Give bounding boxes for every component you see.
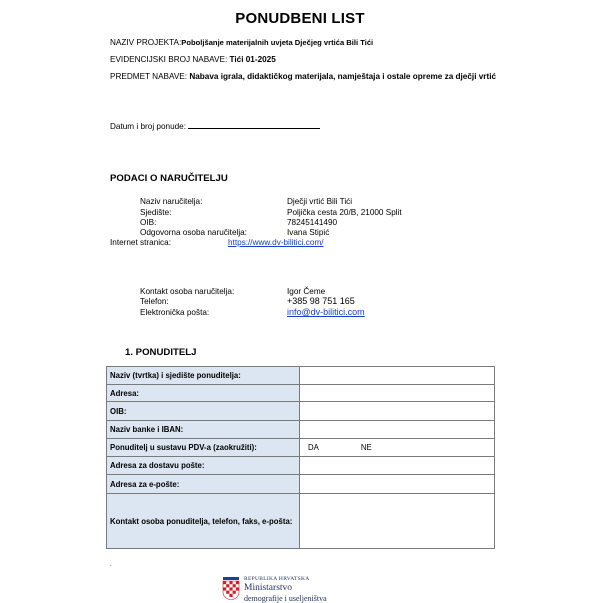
procurement-subject-value: Nabava igrala, didaktičkog materijala, namještaja i ostale opreme za dječji vrtić (189, 72, 497, 81)
bidder-oib-label: OIB: (107, 402, 300, 421)
bidder-vat-label: Ponuditelj u sustavu PDV-a (zaokružiti): (107, 439, 300, 457)
document-title: PONUDBENI LIST (235, 10, 365, 27)
bidder-name-label: Naziv (tvrtka) i sjedište ponuditelja: (107, 367, 300, 385)
table-row (107, 439, 495, 457)
client-website-link[interactable]: https://www.dv-bilitici.com/ (228, 238, 324, 247)
ministry-label: Ministarstvo (244, 583, 293, 593)
client-seat-value: Poljička cesta 20/B, 21000 Split (287, 208, 402, 217)
client-website-label: Internet stranica: (110, 238, 171, 247)
vat-no-option[interactable]: NE (360, 443, 372, 452)
contact-person-label: Kontakt osoba naručitelja: (140, 287, 235, 296)
stray-dot: . (110, 562, 112, 568)
bidder-email-label: Adresa za e-pošte: (107, 475, 300, 494)
procurement-subject-label: PREDMET NABAVE: (110, 72, 188, 81)
client-oib-value: 78245141490 (287, 218, 338, 227)
client-responsible-label: Odgovorna osoba naručitelja: (140, 228, 247, 237)
contact-email-link[interactable]: info@dv-bilitici.com (287, 307, 365, 317)
procurement-number-label: EVIDENCIJSKI BROJ NABAVE: (110, 55, 228, 64)
bidder-form-table (106, 366, 495, 549)
bidder-address-field[interactable] (300, 385, 495, 402)
bidder-bank-label: Naziv banke i IBAN: (107, 421, 300, 439)
republic-label: REPUBLIKA HRVATSKA (244, 576, 310, 582)
client-section-title: PODACI O NARUČITELJU (110, 173, 228, 184)
bidder-vat-field[interactable] (300, 439, 495, 457)
client-oib-label: OIB: (140, 218, 157, 227)
offer-date-label: Datum i broj ponude: (110, 122, 187, 131)
ministry-subtitle: demografije i useljeništva (244, 594, 327, 603)
bidder-section-heading: 1. PONUDITELJ (125, 347, 197, 358)
bidder-name-field[interactable] (300, 367, 495, 385)
client-name-label: Naziv naručitelja: (140, 197, 203, 206)
bidder-contact-field[interactable] (300, 494, 495, 549)
contact-person-value: Igor Čeme (287, 287, 326, 296)
bidder-bank-field[interactable] (300, 421, 495, 439)
contact-email-label: Elektronička pošta: (140, 308, 210, 317)
project-name-line (110, 38, 373, 47)
bidder-address-label: Adresa: (107, 385, 300, 402)
project-name-value: Poboljšanje materijalnih uvjeta Dječjeg vrtića Bili Tići (181, 38, 374, 47)
table-row (107, 402, 495, 421)
table-row (107, 475, 495, 494)
client-seat-label: Sjedište: (140, 208, 172, 217)
table-row (107, 421, 495, 439)
croatian-coat-of-arms-icon (222, 577, 240, 600)
bidder-contact-label: Kontakt osoba ponuditelja, telefon, faks, e-pošta: (107, 494, 300, 549)
client-responsible-value: Ivana Stipić (287, 228, 330, 237)
offer-date-blank[interactable] (188, 120, 320, 129)
bidder-email-field[interactable] (300, 475, 495, 494)
procurement-subject-line (110, 72, 496, 81)
offer-date-line (110, 120, 320, 131)
project-name-label: NAZIV PROJEKTA: (110, 38, 182, 47)
table-row (107, 385, 495, 402)
bidder-postal-field[interactable] (300, 457, 495, 475)
contact-phone-value: +385 98 751 165 (287, 296, 355, 306)
procurement-number-value: Tići 01-2025 (229, 55, 276, 64)
table-row (107, 494, 495, 549)
bidder-postal-label: Adresa za dostavu pošte: (107, 457, 300, 475)
bidder-oib-field[interactable] (300, 402, 495, 421)
table-row (107, 457, 495, 475)
vat-yes-option[interactable]: DA (308, 443, 319, 452)
table-row (107, 367, 495, 385)
client-name-value: Dječji vrtić Bili Tići (287, 197, 353, 206)
contact-phone-label: Telefon: (140, 297, 169, 306)
procurement-number-line (110, 55, 276, 64)
